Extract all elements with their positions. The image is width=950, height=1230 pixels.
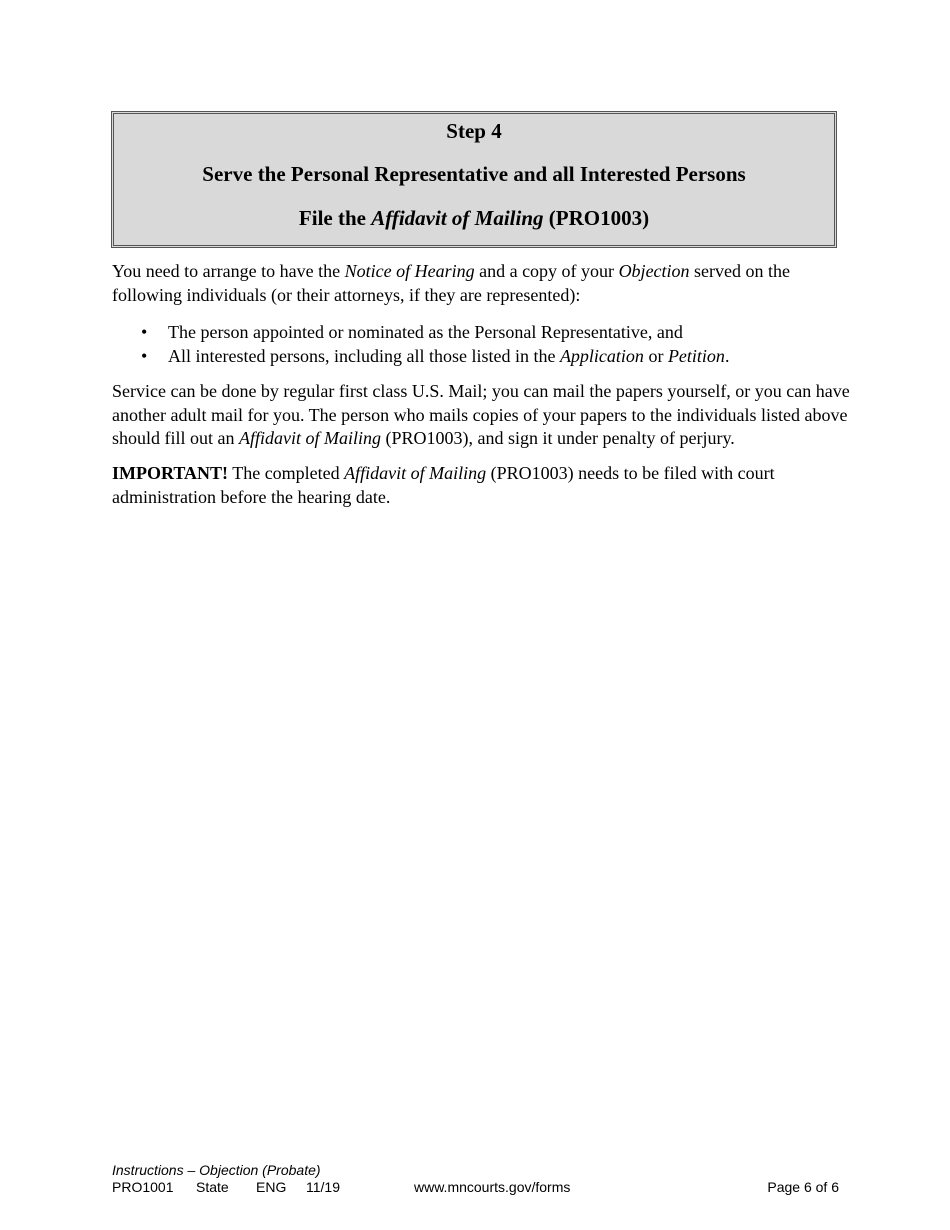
affidavit-of-mailing-term: Affidavit of Mailing: [344, 463, 487, 483]
list-item: [112, 344, 852, 368]
footer-info-line: [112, 1179, 839, 1196]
objection-term: Objection: [618, 261, 690, 281]
important-label: IMPORTANT!: [112, 463, 229, 483]
step-subtitle: Serve the Personal Representative and all Interested Persons: [202, 162, 746, 186]
file-prefix: File the: [298, 206, 372, 230]
text-run: The completed: [228, 463, 345, 483]
service-recipient-list: [112, 320, 852, 368]
notice-of-hearing-term: Notice of Hearing: [344, 261, 475, 281]
important-notice-paragraph: [112, 462, 852, 509]
footer-url: www.mncourts.gov/forms: [414, 1179, 571, 1195]
list-item-text: or: [643, 346, 668, 366]
step-title: Step 4: [446, 119, 502, 143]
footer-revision: 11/19: [306, 1179, 340, 1195]
list-item: [112, 320, 852, 344]
text-run: and a copy of your: [474, 261, 619, 281]
text-run: Service can be done by regular first class U.S. Mail; you can mail the papers yourself, or you can have another adult mail for you. The person who mails copies of your papers to the individuals listed above should fill out an: [112, 381, 850, 448]
bullet-icon: •: [141, 346, 148, 366]
application-term: Application: [559, 346, 644, 366]
footer-language: ENG: [256, 1179, 287, 1195]
text-run: (PRO1003), and sign it under penalty of perjury.: [381, 428, 735, 448]
text-run: You need to arrange to have the: [112, 261, 345, 281]
list-item-text: .: [724, 346, 730, 366]
affidavit-of-mailing-term: Affidavit of Mailing: [239, 428, 381, 448]
footer-jurisdiction: State: [196, 1179, 229, 1195]
bullet-icon: •: [141, 322, 148, 342]
petition-term: Petition: [667, 346, 725, 366]
service-method-paragraph: [112, 380, 852, 451]
footer-doc-title: Instructions – Objection (Probate): [112, 1162, 321, 1178]
service-intro-paragraph: [112, 260, 852, 307]
step-file-instruction: [114, 205, 834, 231]
text-run: (PRO1003) needs to be filed with court administration before the hearing date.: [112, 463, 775, 507]
file-form-code: (PRO1003): [543, 206, 650, 230]
file-form-name: Affidavit of Mailing: [371, 206, 544, 230]
list-item-text: All interested persons, including all those listed in the: [168, 346, 560, 366]
list-item-text: The person appointed or nominated as the Personal Representative, and: [168, 322, 683, 342]
footer-form-code: PRO1001: [112, 1179, 174, 1195]
footer-page-number: Page 6 of 6: [767, 1179, 839, 1195]
text-run: served on the following individuals (or their attorneys, if they are represented):: [112, 261, 791, 305]
step-header-box: [111, 111, 837, 248]
